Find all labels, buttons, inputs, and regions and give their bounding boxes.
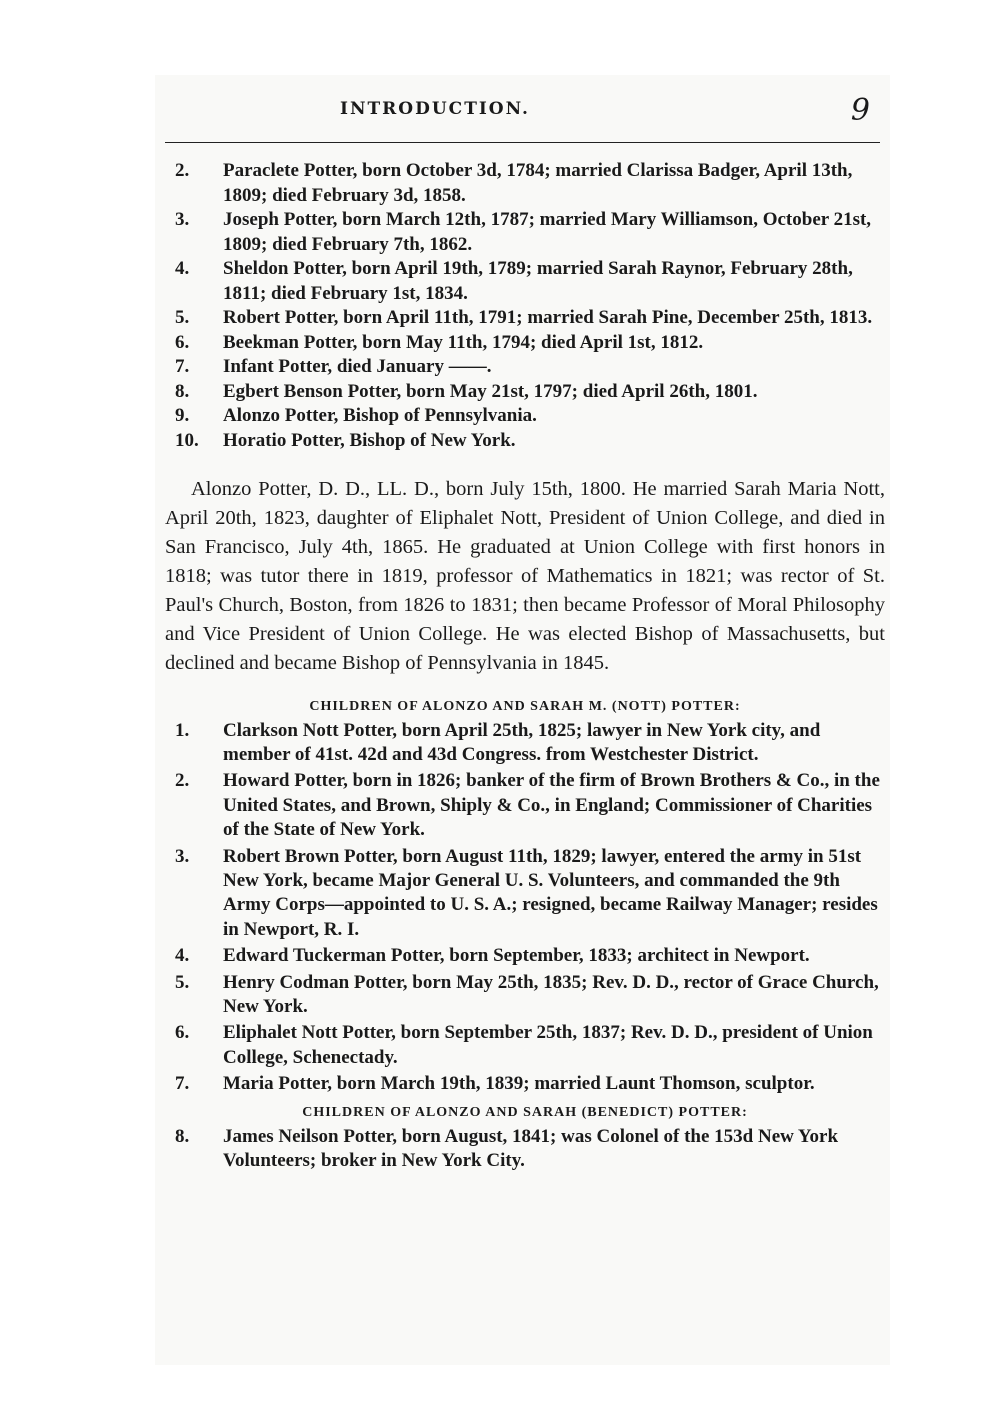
item-text: Horatio Potter, Bishop of New York.: [223, 429, 516, 451]
list-item: [165, 306, 885, 331]
item-text: Robert Potter, born April 11th, 1791; married Sarah Pine, December 25th, 1813.: [223, 307, 873, 328]
biography-paragraph: Alonzo Potter, D. D., LL. D., born July 15th, 1800. He married Sarah Maria Nott, April 20th, 1823, daughter of Eliphalet Nott, President of Union College, and died in San Francisco, July 4th, 1865. He graduated at Union College with first honors in 1818; was tutor there in 1819, professor of Mathematics in 1821; was rector of St. Paul's Church, Boston, from 1826 to 1831; then became Professor of Moral Philosophy and Vice President of Union College. He was elected Bishop of Massachusetts, but declined and became Bishop of Pennsylvania in 1845.: [165, 478, 885, 674]
list-item: [165, 769, 885, 842]
left-margin: [0, 0, 155, 1418]
item-text: Infant Potter, died January ——.: [223, 356, 492, 377]
list-item: [165, 719, 885, 768]
item-number: 6.: [175, 331, 190, 353]
section-subheading: CHILDREN OF ALONZO AND SARAH (BENEDICT) POTTER:: [302, 1104, 748, 1120]
item-text: Robert Brown Potter, born August 11th, 1829; lawyer, entered the army in 51st New York, became Major General U. S. Volunteers, and commanded the 9th Army Corps—appointed to U. S. A.; resigned, became Railway Manager; resides in Newport, R. I.: [223, 845, 878, 940]
item-text: Maria Potter, born March 19th, 1839; married Launt Thomson, sculptor.: [223, 1073, 815, 1095]
item-number: 9.: [175, 405, 190, 426]
list-item: [165, 845, 885, 943]
list-item: [165, 331, 885, 356]
list-item: [165, 159, 885, 208]
item-number: 5.: [175, 971, 190, 993]
item-number: 6.: [175, 1022, 190, 1044]
item-text: Paraclete Potter, born October 3d, 1784; married Clarissa Badger, April 13th, 1809; died February 3d, 1858.: [223, 160, 853, 206]
item-text: James Neilson Potter, born August, 1841; was Colonel of the 153d New York Volunteers; broker in New York City.: [223, 1125, 839, 1171]
list-item: [165, 429, 885, 454]
page-header: [155, 93, 890, 131]
item-number: 4.: [175, 945, 190, 967]
first-list: [165, 159, 885, 453]
children-list-nott: [165, 719, 885, 1097]
item-text: Alonzo Potter, Bishop of Pennsylvania.: [223, 405, 537, 426]
item-number: 8.: [175, 380, 190, 402]
item-number: 4.: [175, 258, 190, 279]
list-item: [165, 257, 885, 306]
item-text: Edward Tuckerman Potter, born September, 1833; architect in Newport.: [223, 945, 810, 967]
item-text: Clarkson Nott Potter, born April 25th, 1825; lawyer in New York city, and member of 41st. 42d and 43d Congress. from Westchester District.: [223, 719, 821, 765]
item-number: 1.: [175, 719, 190, 741]
children-list-benedict: [165, 1125, 885, 1174]
list-item: [165, 1072, 885, 1096]
list-item: [165, 944, 885, 968]
page-number: 9: [850, 93, 870, 128]
section-subheading: CHILDREN OF ALONZO AND SARAH M. (NOTT) POTTER:: [309, 698, 741, 714]
item-text: Howard Potter, born in 1826; banker of the firm of Brown Brothers & Co., in the United States, and Brown, Shiply & Co., in England; Commissioner of Charities of the State of New York.: [223, 770, 880, 841]
running-title: INTRODUCTION.: [340, 99, 530, 119]
header-rule: [165, 142, 880, 143]
item-text: Sheldon Potter, born April 19th, 1789; married Sarah Raynor, February 28th, 1811; died February 1st, 1834.: [223, 258, 853, 304]
item-number: 10.: [175, 429, 199, 451]
item-number: 8.: [175, 1125, 190, 1147]
list-item: [165, 380, 885, 405]
item-text: Egbert Benson Potter, born May 21st, 1797; died April 26th, 1801.: [223, 380, 758, 402]
item-number: 2.: [175, 770, 190, 792]
item-text: Beekman Potter, born May 11th, 1794; died April 1st, 1812.: [223, 331, 704, 353]
item-number: 3.: [175, 845, 190, 867]
item-text: Joseph Potter, born March 12th, 1787; married Mary Williamson, October 21st, 1809; died February 7th, 1862.: [223, 209, 872, 255]
item-text: Eliphalet Nott Potter, born September 25th, 1837; Rev. D. D., president of Union College, Schenectady.: [223, 1022, 873, 1068]
list-item: [165, 971, 885, 1020]
list-item: [165, 404, 885, 429]
item-number: 3.: [175, 209, 190, 230]
item-number: 7.: [175, 356, 190, 377]
page-body: [165, 159, 885, 1173]
list-item: [165, 208, 885, 257]
item-number: 7.: [175, 1073, 190, 1095]
item-text: Henry Codman Potter, born May 25th, 1835; Rev. D. D., rector of Grace Church, New York.: [223, 971, 879, 1017]
book-page: [155, 75, 890, 1365]
item-number: 5.: [175, 307, 190, 328]
list-item: [165, 1021, 885, 1070]
item-number: 2.: [175, 160, 190, 181]
list-item: [165, 355, 885, 380]
list-item: [165, 1125, 885, 1174]
